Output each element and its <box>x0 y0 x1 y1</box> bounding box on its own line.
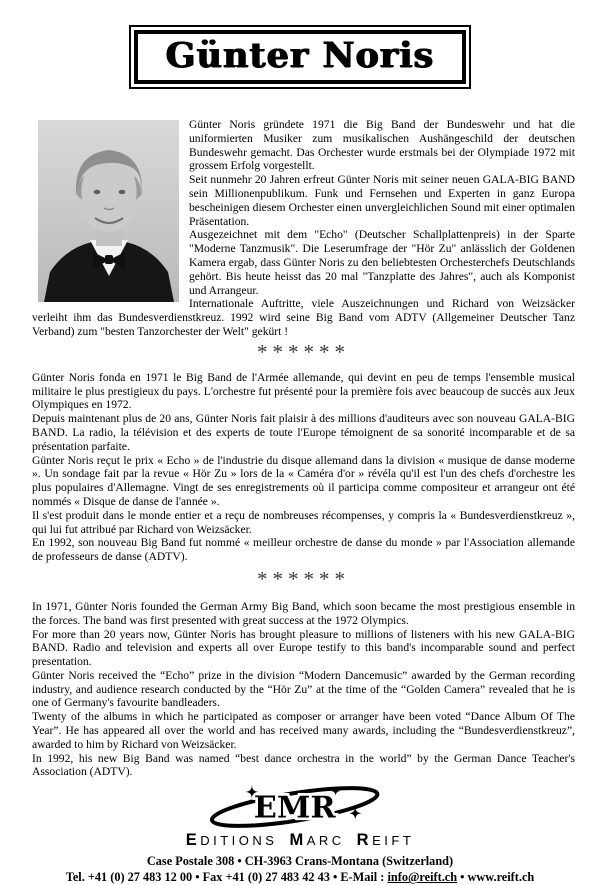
french-paragraph: En 1992, son nouveau Big Band fut nommé « meilleur orchestre de danse du monde » par l'Association allemande de professeurs de danse (ADTV). <box>32 536 575 564</box>
german-paragraph: Internationale Auftritte, viele Auszeichnungen und Richard von Weizsäcker verleiht ihm das Bundesverdienstkreuz. 1992 wird seine Big Band vom ADTV (Allgemeiner Deutscher Tanz Verband) zum "besten Tanzorchester der Welt" gekürt ! <box>32 297 575 338</box>
french-paragraph: Il s'est produit dans le monde entier et a reçu de nombreuses récompenses, y compris la « Bundesverdienstkreuz », qui lui fut attribué par Richard von Weizsäcker. <box>32 508 575 536</box>
page-content <box>0 118 600 779</box>
french-paragraph: Günter Noris reçut le prix « Echo » de l'industrie du disque allemand dans la division « musique de danse moderne ». Un sondage fait par la revue « Hör Zu » lors de la « Caméra d'or » révéla qu'il est l'un des chefs d'orchestre les plus populaires d'Allemagne. Vingt de ses enregistrements où il participa comme compositeur et arrangeur ont été nommés « Disque de danse de l'année ». <box>32 453 575 508</box>
french-paragraph: Depuis maintenant plus de 20 ans, Günter Noris fait plaisir à des millions d'auditeurs avec son nouveau GALA-BIG BAND. La radio, la télévision et des experts de toute l'Europe témoignent de sa sonorité incomparable et de sa présentation parfaite. <box>32 412 575 453</box>
star-separator: ****** <box>257 339 350 364</box>
contact-prefix: Tel. +41 (0) 27 483 12 00 • Fax +41 (0) 27 483 42 43 • E-Mail : <box>65 870 388 885</box>
section-english <box>32 600 575 779</box>
english-paragraph: In 1992, his new Big Band was named “best dance orchestra in the world” by the German Dance Teacher's Association (ADTV). <box>32 751 575 779</box>
french-paragraph: Günter Noris fonda en 1971 le Big Band de l'Armée allemande, qui devint en peu de temps l'ensemble musical militaire le plus prestigieux du pays. L'orchestre fut présenté pour la première fois avec beaucoup de succès aux Jeux Olympiques en 1972. <box>32 370 575 412</box>
contact-suffix: • www.reift.ch <box>457 870 535 885</box>
section-german <box>32 118 575 339</box>
section-french <box>32 371 575 564</box>
page-title-box <box>129 25 472 89</box>
publisher-word: MARC <box>289 831 345 850</box>
publisher-word: REIFT <box>356 831 415 850</box>
document-page <box>0 25 600 885</box>
german-paragraph: Ausgezeichnet mit dem "Echo" (Deutscher Schallplattenpreis) in der Sparte "Moderne Tanzmusik". Die Leserumfrage der "Hör Zu" anlässlich der Goldenen Kamera ergab, dass Günter Noris zu den beliebtesten Orchesterchefs Deutschlands gehört. Bis heute heisst das 20 mal "Tanzplatte des Jahres", auch als Komponist und Arrangeur. <box>189 228 575 297</box>
publisher-name <box>0 831 600 850</box>
german-paragraph: Seit nunmehr 20 Jahren erfreut Günter Noris mit seiner neuen GALA-BIG BAND sein Millionenpublikum. Funk und Fernsehen und Experten in ganz Europa bescheinigen diesem Orchester einen unvergleichlichen Sound mit einer optimalen Präsentation. <box>189 173 575 228</box>
german-paragraph: Günter Noris gründete 1971 die Big Band der Bundeswehr und hat die uniformierten Musiker zum musikalischen Aushängeschild der deutschen Bundeswehr gemacht. Das Orchester wurde erstmals bei der Olympiade 1972 mit grossem Erfolg vorgestellt. <box>189 118 575 173</box>
address-line: Case Postale 308 • CH-3963 Crans-Montana (Switzerland) <box>146 854 454 869</box>
english-paragraph: Twenty of the albums in which he participated as composer or arranger have been voted “Dance Album Of The Year”. He has appeared all over the world and has received many awards, including the “Bundesverdienstkreuz”, awarded to him by Richard von Weizsäcker. <box>32 710 575 751</box>
publisher-footer <box>0 784 600 885</box>
star-separator: ****** <box>257 566 350 591</box>
emr-logo-icon <box>202 784 398 830</box>
portrait-photo <box>38 120 179 302</box>
email-link[interactable]: info@reift.ch <box>387 870 458 885</box>
english-paragraph: Günter Noris received the “Echo” prize in the division “Modern Dancemusic” awarded by the German recording industry, and audience research conducted by the “Hör Zu” at the time of the “Golden Camera” revealed that he is one of Germany's favourite bandleaders. <box>32 668 575 710</box>
page-title-box-inner <box>134 30 467 84</box>
publisher-word: EDITIONS <box>185 831 278 850</box>
emr-logo-text: EMR <box>253 790 336 826</box>
english-paragraph: For more than 20 years now, Günter Noris has brought pleasure to millions of listeners with his new GALA-BIG BAND. Radio and television and experts all over Europe testify to this band's incomparable sound and perfect presentation. <box>32 627 575 669</box>
contact-line <box>0 869 600 885</box>
page-title: Günter Noris <box>165 35 435 76</box>
english-paragraph: In 1971, Günter Noris founded the German Army Big Band, which soon became the most prestigious ensemble in the forces. The band was first presented with great success at the 1972 Olympics. <box>32 599 575 627</box>
